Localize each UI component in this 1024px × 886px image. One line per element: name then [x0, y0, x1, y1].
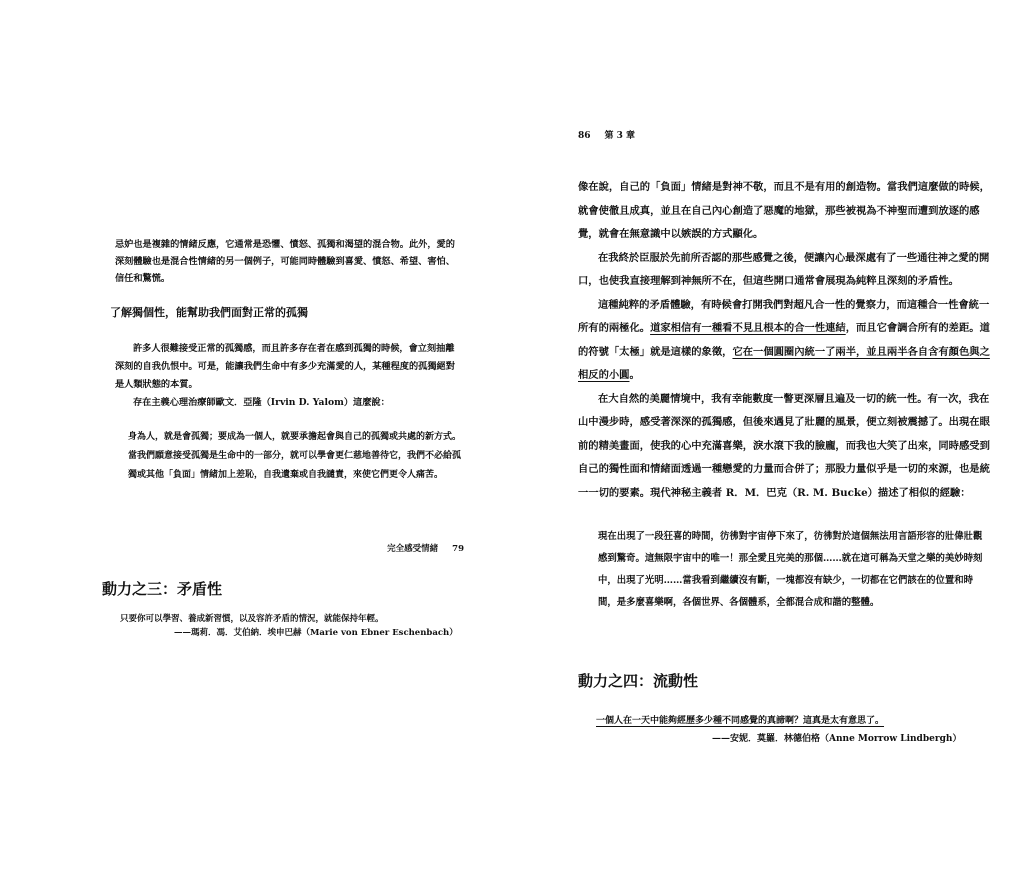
epigraph-text: 一個人在一天中能夠經歷多少種不同感覺的真諦啊？這真是太有意思了。 [596, 716, 885, 726]
body-paragraph [578, 294, 992, 388]
page-header [578, 128, 635, 141]
block-quote: 現在出現了一段狂喜的時間，彷彿對宇宙停下來了，彷彿對於這個無法用言語形容的壯偉壯觀感到驚奇。這無限宇宙中的唯一！那全愛且完美的那個……就在這可稱為天堂之樂的美妙時刻中，出現了光明……當我看到繼續沒有斷，一塊都沒有缺少，一切都在它們該在的位置和時間，是多麼喜樂啊，各個世界、各個體系，全都混合成和諧的整體。 [598, 531, 983, 608]
right-page [512, 0, 1024, 886]
epigraph-attribution: ——瑪莉．馮．艾伯納．埃申巴赫（Marie von Ebner Eschenbach） [174, 628, 458, 638]
underlined-passage: 它在一個圓圈內統一了兩半，並且兩半各自含有顏色與之相反的小圓 [578, 345, 990, 381]
section-title: 動力之三：矛盾性 [102, 580, 223, 598]
underlined-passage: 道家相信有一種看不見且根本的合一性連結 [650, 322, 846, 334]
footer-title: 完全感受情緒 [387, 544, 439, 554]
epigraph [596, 712, 996, 748]
body-paragraph: 存在主義心理治療師歐文．亞隆（Irvin D. Yalom）這麼說： [133, 397, 390, 408]
epigraph-attribution: ——安妮．莫羅．林德伯格（Anne Morrow Lindbergh） [712, 734, 962, 744]
body-paragraph: 在我終於臣服於先前所否認的那些感覺之後，便讓內心最深處有了一些通往神之愛的開口，也使我直接理解到神無所不在，但這些開口通常會展現為純粹且深刻的矛盾性。 [578, 251, 990, 287]
paragraph-segment: 。 [629, 369, 640, 381]
intro-paragraph: 忌妒也是複雜的情緒反應，它通常是恐懼、憤怒、孤獨和渴望的混合物。此外，愛的深刻體驗也是混合性情緒的另一個例子，可能同時體驗到喜愛、憤怒、希望、害怕、信任和驚慌。 [115, 239, 455, 284]
epigraph [120, 612, 480, 640]
subheading: 了解獨個性，能幫助我們面對正常的孤獨 [110, 306, 308, 319]
body-paragraph: 許多人很難接受正常的孤獨感，而且許多存在者在感到孤獨的時候，會立刻抽離深刻的自我仇恨中。可是，能讓我們生命中有多少充滿愛的人，某種程度的孤獨絕對是人類狀態的本質。 [115, 343, 455, 390]
body-text [578, 176, 992, 505]
paragraph-segment: ，而且它會調合所有的差距。道的符號「太極」就是這樣的象徵， [578, 322, 990, 358]
paragraph-segment: 這種純粹的矛盾體驗，有時候會打開我們對超凡合一性的覺察力，而這種合一性會統一所有的兩極化。 [578, 298, 990, 334]
body-paragraph: 像在說，自己的「負面」情緒是對神不敬，而且不是有用的創造物。當我們這麼做的時候，就會使徹且成真，並且在自己內心創造了惡魔的地獄，那些被視為不神聖而遭到放逐的感覺，就會在無意識中以嫉誤的方式顯化。 [578, 181, 990, 240]
section-title: 動力之四：流動性 [578, 672, 699, 690]
block-quote: 身為人，就是會孤獨；要成為一個人，就要承擔起會與自己的孤獨或共處的新方式。當我們願意接受孤獨是生命中的一部分，就可以學會更仁慈地善待它，我們不必給孤獨或其他「負面」情緒加上差恥，自我遺棄或自我譴責，來使它們更令人痛苦。 [128, 432, 462, 480]
body-text [115, 340, 463, 412]
page-footer [0, 542, 464, 554]
header-page-number: 86 [578, 131, 591, 141]
header-chapter: 第 3 章 [604, 131, 636, 141]
footer-page-number: 79 [452, 544, 464, 554]
epigraph-text: 只要你可以學習、養成新習慣，以及容許矛盾的情況，就能保持年輕。 [120, 614, 384, 624]
body-paragraph: 在大自然的美麗情境中，我有幸能數度一瞥更深層且遍及一切的統一性。有一次，我在山中漫步時，感受著深深的孤獨感，但後來遇見了壯麗的風景，便立刻被震撼了。出現在眼前的精美畫面，使我的心中充滿喜樂，淚水滾下我的臉龐，而我也大笑了出來，同時感受到自己的獨性面和情緒面透過一種戀愛的力量而合併了；那股力量似乎是一切的來源，也是統一一切的要素。現代神秘主義者 R．M．巴克（R. M. Bucke）描述了相似的經驗： [578, 392, 990, 499]
